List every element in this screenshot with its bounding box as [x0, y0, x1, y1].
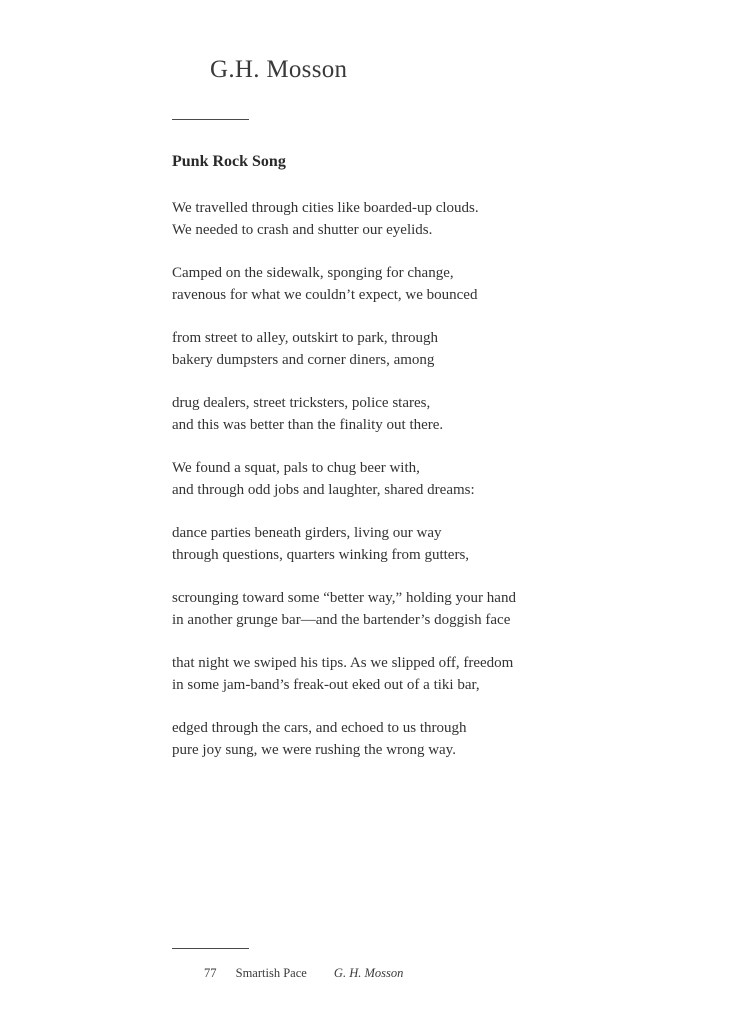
poem-line: and this was better than the finality out there.	[172, 416, 444, 433]
poem-title: Punk Rock Song	[172, 153, 286, 170]
stanza	[172, 198, 692, 241]
stanza	[172, 588, 692, 631]
header-rule	[172, 119, 249, 120]
stanza	[172, 393, 692, 436]
stanza	[172, 718, 692, 761]
footer-author: G. H. Mosson	[333, 966, 404, 980]
journal-name: Smartish Pace	[235, 966, 307, 980]
poem-line: scrounging toward some “better way,” holding your hand	[172, 590, 516, 606]
poem-line: bakery dumpsters and corner diners, among	[172, 351, 435, 368]
poem-line: dance parties beneath girders, living our way	[172, 525, 442, 541]
poem-line: We travelled through cities like boarded-up clouds.	[172, 200, 479, 216]
poem-line: ravenous for what we couldn’t expect, we bounced	[172, 286, 478, 303]
poem-line: drug dealers, street tricksters, police stares,	[172, 395, 431, 411]
poem-line: We needed to crash and shutter our eyelids.	[172, 221, 433, 238]
poem-line: in some jam-band’s freak-out eked out of a tiki bar,	[172, 676, 480, 693]
stanza	[172, 653, 692, 696]
stanza	[172, 523, 692, 566]
author-header: G.H. Mosson	[210, 56, 348, 83]
stanza	[172, 263, 692, 306]
poem-line: We found a squat, pals to chug beer with,	[172, 460, 420, 476]
stanza	[172, 458, 692, 501]
poem-line: that night we swiped his tips. As we slipped off, freedom	[172, 655, 514, 671]
poem-line: from street to alley, outskirt to park, through	[172, 330, 439, 346]
poem-line: through questions, quarters winking from gutters,	[172, 546, 470, 563]
poem-line: in another grunge bar—and the bartender’s doggish face	[172, 611, 511, 628]
poem-line: pure joy sung, we were rushing the wrong way.	[172, 741, 456, 758]
poem-body	[172, 198, 692, 783]
stanza	[172, 328, 692, 371]
poem-line: Camped on the sidewalk, sponging for change,	[172, 265, 454, 281]
poem-line: and through odd jobs and laughter, shared dreams:	[172, 481, 475, 498]
poem-line: edged through the cars, and echoed to us through	[172, 720, 467, 736]
page-number: 77	[204, 966, 217, 980]
page-footer	[204, 966, 403, 981]
footer-rule	[172, 948, 249, 949]
